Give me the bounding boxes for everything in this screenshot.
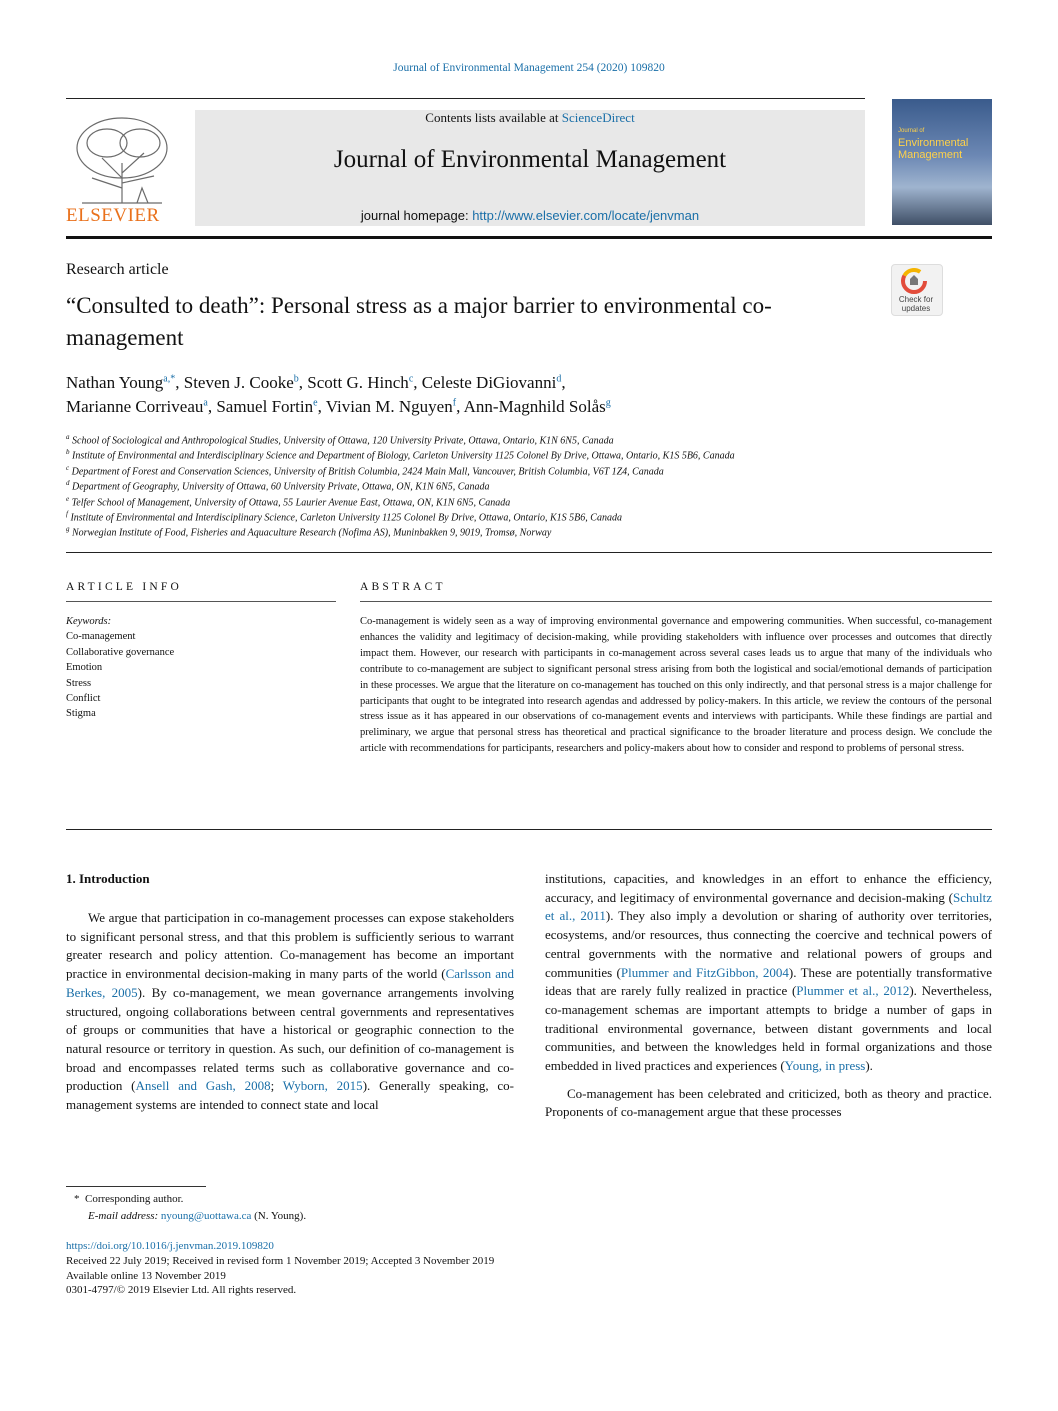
authors-line-1	[66, 373, 566, 393]
intro-paragraph-1-cont: institutions, capacities, and knowledges in an effort to enhance the efficiency, accuracy, and legitimacy of environmental governance and decision-making (Schultz et al., 2011). They also imply a devolution or sharing of authority over territories, ecosystems, and/or resources, thus connecting the coercive and technical powers of central governments with the normative and relational powers of groups and communities (Plummer and FitzGibbon, 2004). These are potentially transformative ideas that are rarely fully realized in practice (Plummer et al., 2012). Nevertheless, co-management schemas are important attempts to bridge a number of gaps in traditional environmental governance, between distant governments and local communities, and between the knowledges held in formal organizations and those embedded in lived practices and experiences (Young, in press).	[545, 871, 993, 1074]
affiliation-e	[66, 495, 510, 508]
intro-paragraph-2: Co-management has been celebrated and criticized, both as theory and practice. Proponents of co-management argue that these processes	[545, 1085, 992, 1120]
ref-plummer-2012[interactable]: Plummer et al., 2012	[796, 983, 910, 999]
journal-cover-image	[892, 99, 992, 225]
affiliation-marker: f	[66, 510, 68, 518]
footnote-star: *	[74, 1193, 80, 1205]
author-name[interactable]: Steven J. Cooke	[183, 373, 294, 392]
abstract-bottom-rule	[66, 829, 992, 830]
author-name[interactable]: Ann-Magnhild Solås	[463, 397, 606, 416]
author-separator: ,	[207, 397, 217, 416]
author-separator: ,	[175, 373, 184, 392]
crossmark-label: Check for updates	[898, 295, 934, 313]
header-thick-rule	[66, 236, 992, 239]
affiliation-c	[66, 464, 664, 477]
copyright: 0301-4797/© 2019 Elsevier Ltd. All rights reserved.	[66, 1284, 297, 1297]
keyword: Conflict	[66, 693, 101, 705]
ref-wyborn-2015[interactable]: Wyborn, 2015	[282, 1078, 363, 1094]
author-separator: ,	[561, 373, 566, 392]
cover-title: Environmental Management	[898, 137, 969, 161]
crossmark-icon	[901, 268, 927, 294]
ref-ansell-gash-2008[interactable]: Ansell and Gash, 2008	[135, 1078, 271, 1094]
abstract-text: Co-management is widely seen as a way of improving environmental governance and empowering communities. When successful, co-management enhances the validity and legitimacy of decision-making, while providing stakeholders with influence over processes and outcomes that directly impact them. However, our research with participants in co-management across several cases leads us to argue that many of the individuals who contribute to co-management are subject to significant personal stress arising from both the logistical and social/emotional demands of participation in these processes. We argue that the literature on co-management has touched on this only indirectly, and that personal stress is a major challenge for participants that ought to be integrated into research agendas and addressed by policy-makers. In this article, we review the contours of the personal stress issue as it has appeared in our observations of co-management events and interviews with participants. While these findings are partial and preliminary, we argue that personal stress has theoretical and practical significance to the broader literature and process design. We conclude the article with recommendations for participants, researchers and policy-makers about how to consider and respond to problems of personal stress.	[360, 616, 992, 755]
keywords-label: Keywords:	[66, 616, 112, 627]
corresponding-author-note: Corresponding author.	[85, 1193, 184, 1205]
affiliation-b	[66, 448, 735, 461]
affiliation-marker: d	[66, 479, 70, 488]
ref-schultz-2011[interactable]: Schultz et al., 2011	[545, 889, 992, 924]
section-heading-introduction: 1. Introduction	[66, 871, 150, 886]
affiliation-text: Telfer School of Management, University of Ottawa, 55 Laurier Avenue East, Ottawa, ON, K1N 6N5, Canada	[69, 496, 511, 508]
email-link[interactable]: nyoung@uottawa.ca	[160, 1210, 252, 1222]
intro-column-right	[545, 870, 992, 1122]
author-name[interactable]: Scott G. Hinch	[307, 373, 409, 392]
affiliation-marker: e	[66, 494, 70, 503]
keyword: Stress	[66, 677, 92, 689]
intro-paragraph-1: We argue that participation in co-management processes can expose stakeholders to significant personal stress, and that this problem is sufficiently serious to warrant greater research and policy attention. Co-management has become an important practice in environmental decision-making in many parts of the world (Carlsson and Berkes, 2005). By co-management, we mean governance arrangements involving structured, ongoing collaborations between central governments and representatives of groups or communities that have a historical or geographic connection to the natural resource or territory in question. As such, our definition of co-management is broad and encompasses related terms such as collaborative governance and co-production (Ansell and Gash, 2008; Wyborn, 2015). Generally speaking, co-management systems are intended to connect state and local	[66, 910, 515, 1113]
article-type: Research article	[66, 261, 169, 278]
author-affiliation-marker[interactable]: a	[203, 397, 208, 409]
keyword: Emotion	[66, 662, 103, 674]
affiliation-f	[66, 510, 622, 523]
authors-line-2	[66, 397, 611, 417]
cover-journal-of: Journal of	[898, 128, 925, 134]
ref-carlsson-berkes-2005[interactable]: Carlsson and Berkes, 2005	[66, 966, 514, 1000]
author-affiliation-marker[interactable]: g	[605, 397, 611, 409]
author-affiliation-marker[interactable]: d	[556, 373, 562, 385]
author-affiliation-marker[interactable]: a,*	[163, 373, 176, 385]
affiliation-marker: c	[66, 463, 70, 472]
affiliation-a	[66, 433, 614, 446]
sciencedirect-link[interactable]: ScienceDirect	[561, 110, 635, 125]
keywords-block	[66, 614, 174, 722]
affiliation-text: Norwegian Institute of Food, Fisheries and Aquaculture Research (Nofima AS), Muninbakken 9, 9019, Tromsø, Norway	[69, 527, 552, 539]
author-affiliation-marker[interactable]: e	[313, 397, 318, 409]
footnote-rule	[66, 1186, 206, 1187]
author-name[interactable]: Samuel Fortin	[216, 397, 314, 416]
author-name[interactable]: Vivian M. Nguyen	[325, 397, 453, 416]
author-affiliation-marker[interactable]: c	[408, 373, 414, 385]
doi-link[interactable]: https://doi.org/10.1016/j.jenvman.2019.109820	[66, 1240, 274, 1252]
article-title: “Consulted to death”: Personal stress as a major barrier to environmental co-management	[66, 293, 772, 350]
affiliation-marker: b	[66, 448, 70, 457]
keyword: Collaborative governance	[66, 646, 175, 658]
homepage-line: journal homepage: http://www.elsevier.com/locate/jenvman	[360, 208, 700, 223]
available-online: Available online 13 November 2019	[66, 1269, 226, 1282]
affiliation-d	[66, 479, 489, 492]
author-name[interactable]: Nathan Young	[66, 373, 164, 392]
author-separator: ,	[413, 373, 422, 392]
author-affiliation-marker[interactable]: b	[293, 373, 299, 385]
keyword: Co-management	[66, 631, 136, 643]
publication-info	[66, 1239, 494, 1298]
received-dates: Received 22 July 2019; Received in revised form 1 November 2019; Accepted 3 November 2019	[66, 1254, 495, 1267]
article-info-heading: ARTICLE INFO	[66, 581, 182, 593]
affiliation-g	[66, 525, 551, 538]
affiliation-marker: a	[66, 433, 70, 441]
affiliation-text: School of Sociological and Anthropological Studies, University of Ottawa, 120 University Private, Ottawa, Ontario, K1N 6N5, Canada	[69, 435, 614, 447]
author-separator: ,	[298, 373, 308, 392]
intro-column-left	[66, 909, 514, 1115]
affiliation-text: Department of Geography, University of Ottawa, 60 University Private, Ottawa, ON, K1N 6N5, Canada	[69, 481, 490, 493]
article-info-rule	[66, 601, 336, 602]
abstract-heading: ABSTRACT	[360, 581, 446, 593]
author-separator: ,	[317, 397, 326, 416]
ref-young-in-press[interactable]: Young, in press	[784, 1058, 866, 1074]
abstract-rule	[360, 601, 992, 602]
journal-citation[interactable]: Journal of Environmental Management 254 (2020) 109820	[393, 62, 665, 74]
contents-line: Contents lists available at ScienceDirect	[425, 110, 635, 125]
journal-name: Journal of Environmental Management	[333, 146, 727, 173]
author-separator: ,	[456, 397, 464, 416]
ref-plummer-fitzgibbon-2004[interactable]: Plummer and FitzGibbon, 2004	[620, 964, 789, 980]
keywords-list	[66, 629, 174, 721]
homepage-link[interactable]: http://www.elsevier.com/locate/jenvman	[472, 208, 700, 223]
affiliation-text: Institute of Environmental and Interdisciplinary Science, Carleton University 1125 Colonel By Drive, Ottawa, Ontario, K1S 5B6, Canada	[67, 512, 622, 524]
elsevier-wordmark: ELSEVIER	[66, 205, 160, 226]
header-rule	[66, 98, 865, 99]
email-label: E-mail address:	[88, 1210, 159, 1222]
footnote: * Corresponding author. E-mail address: nyoung@uottawa.ca (N. Young).	[74, 1193, 307, 1222]
affiliation-marker: g	[66, 525, 70, 534]
affiliation-text: Department of Forest and Conservation Sciences, University of British Columbia, 2424 Main Mall, Vancouver, British Columbia, V6T 1Z4, Canada	[69, 466, 664, 478]
author-name[interactable]: Celeste DiGiovanni	[421, 373, 557, 392]
author-affiliation-marker[interactable]: f	[452, 397, 457, 409]
keyword: Stigma	[66, 708, 96, 720]
affiliation-text: Institute of Environmental and Interdisciplinary Science and Department of Biology, Carleton University 1125 Colonel By Drive, Ottawa, Ontario, K1S 5B6, Canada	[69, 450, 735, 462]
front-matter-rule	[66, 552, 992, 553]
author-name[interactable]: Marianne Corriveau	[66, 397, 204, 416]
